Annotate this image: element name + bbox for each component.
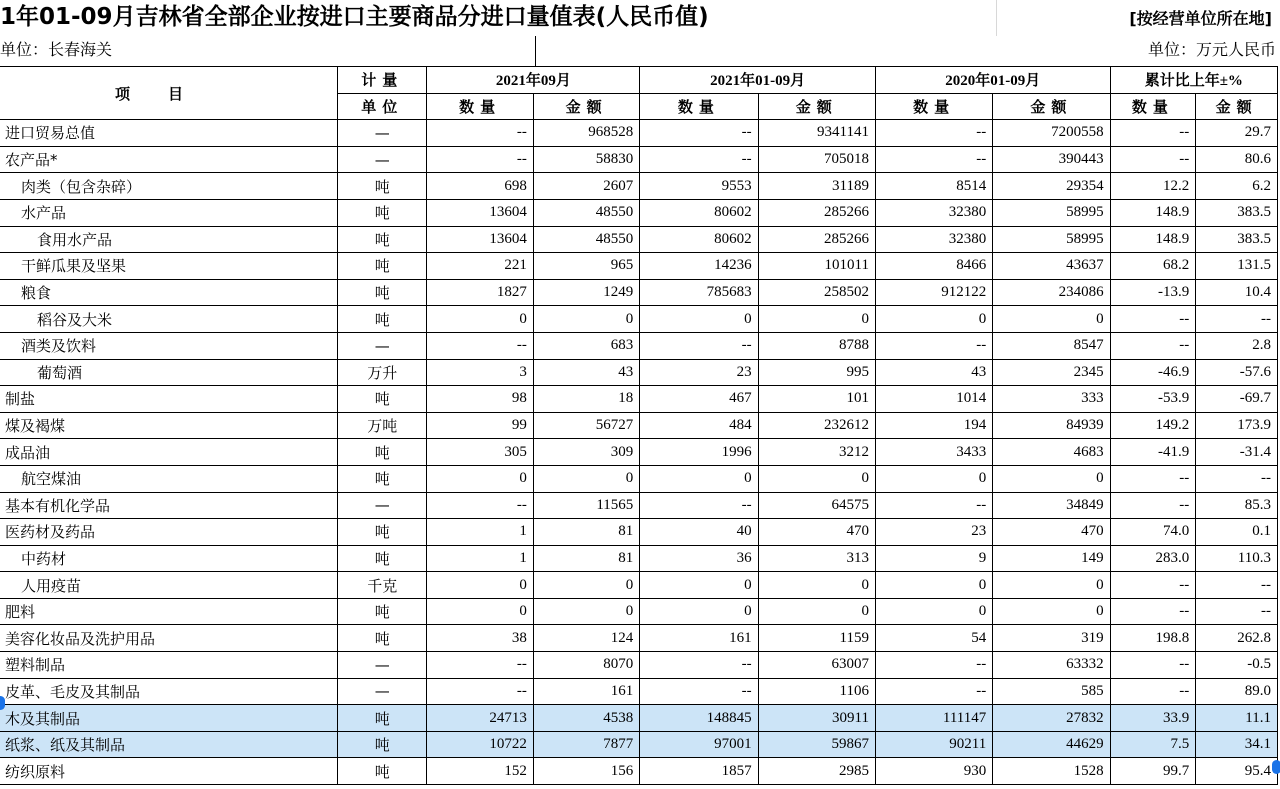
row-unit: 吨 — [337, 545, 427, 572]
row-value: 6.2 — [1196, 173, 1278, 200]
row-value: 3 — [427, 359, 533, 386]
table-title: 1年01-09月吉林省全部企业按进口主要商品分进口量值表(人民币值) — [0, 4, 709, 30]
row-name: 木及其制品 — [0, 705, 337, 732]
row-value: -- — [1110, 678, 1196, 705]
table-row[interactable] — [0, 332, 1278, 359]
header-amt: 金额 — [993, 93, 1110, 120]
table-row[interactable] — [0, 652, 1278, 679]
row-value: -- — [427, 120, 533, 147]
header-qty: 数量 — [1110, 93, 1196, 120]
row-value: 8547 — [993, 332, 1110, 359]
row-value: 0 — [875, 572, 992, 599]
row-value: 912122 — [875, 279, 992, 306]
table-row[interactable] — [0, 545, 1278, 572]
row-value: 80602 — [640, 199, 758, 226]
row-value: 90211 — [875, 731, 992, 758]
table-row[interactable] — [0, 492, 1278, 519]
row-value: 285266 — [758, 199, 875, 226]
table-row[interactable] — [0, 758, 1278, 785]
table-row[interactable] — [0, 412, 1278, 439]
row-value: 7.5 — [1110, 731, 1196, 758]
row-value: 0 — [427, 465, 533, 492]
row-value: -- — [875, 678, 992, 705]
row-name: 肉类（包含杂碎） — [0, 173, 337, 200]
selection-start-handle[interactable] — [0, 696, 5, 710]
row-value: 705018 — [758, 146, 875, 173]
row-value: -31.4 — [1196, 439, 1278, 466]
row-name: 纸浆、纸及其制品 — [0, 731, 337, 758]
row-value: 30911 — [758, 705, 875, 732]
title-note: [按经营单位所在地] — [996, 0, 1280, 36]
row-value: 4683 — [993, 439, 1110, 466]
row-value: 95.4 — [1196, 758, 1278, 785]
row-value: 9553 — [640, 173, 758, 200]
row-value: -- — [1110, 598, 1196, 625]
row-value: 0 — [758, 572, 875, 599]
row-name: 塑料制品 — [0, 652, 337, 679]
header-qty: 数量 — [427, 93, 533, 120]
row-value: 1 — [427, 545, 533, 572]
row-value: 58830 — [533, 146, 639, 173]
row-value: 995 — [758, 359, 875, 386]
row-value: 89.0 — [1196, 678, 1278, 705]
row-value: 110.3 — [1196, 545, 1278, 572]
table-row[interactable] — [0, 253, 1278, 280]
row-name: 食用水产品 — [0, 226, 337, 253]
row-unit: 吨 — [337, 306, 427, 333]
row-value: 785683 — [640, 279, 758, 306]
row-value: -57.6 — [1196, 359, 1278, 386]
row-value: -46.9 — [1110, 359, 1196, 386]
row-value: -- — [1110, 492, 1196, 519]
row-unit: — — [337, 678, 427, 705]
row-value: -- — [427, 492, 533, 519]
row-value: 0 — [640, 598, 758, 625]
row-value: 48550 — [533, 199, 639, 226]
row-value: -- — [1110, 306, 1196, 333]
row-value: 24713 — [427, 705, 533, 732]
row-value: 97001 — [640, 731, 758, 758]
row-value: 258502 — [758, 279, 875, 306]
row-name: 医药材及药品 — [0, 519, 337, 546]
row-value: 333 — [993, 386, 1110, 413]
row-value: 4538 — [533, 705, 639, 732]
row-value: -- — [1196, 306, 1278, 333]
row-value: 156 — [533, 758, 639, 785]
row-value: -- — [1110, 332, 1196, 359]
row-name: 基本有机化学品 — [0, 492, 337, 519]
row-value: 0 — [993, 465, 1110, 492]
table-row[interactable] — [0, 519, 1278, 546]
row-value: -- — [640, 120, 758, 147]
row-unit: — — [337, 492, 427, 519]
row-value: 99.7 — [1110, 758, 1196, 785]
row-value: 968528 — [533, 120, 639, 147]
row-value: 10722 — [427, 731, 533, 758]
row-value: 12.2 — [1110, 173, 1196, 200]
row-value: 0 — [533, 598, 639, 625]
row-value: 54 — [875, 625, 992, 652]
table-row[interactable] — [0, 386, 1278, 413]
header-period-3: 2020年01-09月 — [875, 67, 1110, 94]
row-name: 葡萄酒 — [0, 359, 337, 386]
row-value: 9 — [875, 545, 992, 572]
row-value: 2.8 — [1196, 332, 1278, 359]
row-unit: 万吨 — [337, 412, 427, 439]
row-value: -- — [875, 332, 992, 359]
row-value: 34.1 — [1196, 731, 1278, 758]
row-value: -- — [1110, 572, 1196, 599]
row-unit: 吨 — [337, 439, 427, 466]
row-value: 0.1 — [1196, 519, 1278, 546]
row-value: 48550 — [533, 226, 639, 253]
table-row[interactable] — [0, 705, 1278, 732]
row-value: 7877 — [533, 731, 639, 758]
row-value: 8070 — [533, 652, 639, 679]
row-value: 2607 — [533, 173, 639, 200]
row-value: 0 — [758, 598, 875, 625]
row-value: 149.2 — [1110, 412, 1196, 439]
row-value: 0 — [427, 598, 533, 625]
header-qty: 数量 — [640, 93, 758, 120]
row-value: 161 — [533, 678, 639, 705]
row-value: 34849 — [993, 492, 1110, 519]
row-value: 383.5 — [1196, 199, 1278, 226]
row-value: 194 — [875, 412, 992, 439]
table-row[interactable] — [0, 465, 1278, 492]
row-value: -- — [1196, 465, 1278, 492]
row-value: -- — [640, 146, 758, 173]
header-qty: 数量 — [875, 93, 992, 120]
unit-row — [0, 36, 1280, 66]
row-name: 粮食 — [0, 279, 337, 306]
header-measure: 计量 — [337, 67, 427, 94]
row-value: -- — [427, 652, 533, 679]
row-value: 0 — [427, 572, 533, 599]
row-value: 101 — [758, 386, 875, 413]
row-name: 中药材 — [0, 545, 337, 572]
row-value: 84939 — [993, 412, 1110, 439]
table-row[interactable] — [0, 439, 1278, 466]
row-value: 27832 — [993, 705, 1110, 732]
row-name: 干鲜瓜果及坚果 — [0, 253, 337, 280]
row-name: 成品油 — [0, 439, 337, 466]
row-value: 40 — [640, 519, 758, 546]
import-table — [0, 66, 1278, 785]
row-name: 酒类及饮料 — [0, 332, 337, 359]
row-value: 285266 — [758, 226, 875, 253]
row-value: 63007 — [758, 652, 875, 679]
row-unit: 吨 — [337, 731, 427, 758]
row-value: -- — [875, 146, 992, 173]
row-value: 3433 — [875, 439, 992, 466]
row-value: 2985 — [758, 758, 875, 785]
row-value: 13604 — [427, 199, 533, 226]
row-value: -- — [1110, 146, 1196, 173]
row-value: 11565 — [533, 492, 639, 519]
table-row[interactable] — [0, 731, 1278, 758]
row-value: 1106 — [758, 678, 875, 705]
table-row[interactable] — [0, 572, 1278, 599]
table-row[interactable] — [0, 625, 1278, 652]
row-value: 0 — [993, 572, 1110, 599]
row-value: 32380 — [875, 199, 992, 226]
row-value: 262.8 — [1196, 625, 1278, 652]
row-value: -- — [640, 652, 758, 679]
table-row[interactable] — [0, 678, 1278, 705]
row-name: 煤及褐煤 — [0, 412, 337, 439]
table-row[interactable] — [0, 146, 1278, 173]
row-unit: — — [337, 120, 427, 147]
row-value: 85.3 — [1196, 492, 1278, 519]
row-value: -- — [640, 332, 758, 359]
row-value: 74.0 — [1110, 519, 1196, 546]
row-value: 149 — [993, 545, 1110, 572]
row-unit: 吨 — [337, 625, 427, 652]
row-value: 31189 — [758, 173, 875, 200]
row-value: 0 — [533, 465, 639, 492]
row-value: 313 — [758, 545, 875, 572]
row-value: 0 — [875, 306, 992, 333]
row-value: -- — [1110, 120, 1196, 147]
row-value: 23 — [875, 519, 992, 546]
row-value: 161 — [640, 625, 758, 652]
row-value: 81 — [533, 519, 639, 546]
row-value: 683 — [533, 332, 639, 359]
header-item: 项目 — [0, 67, 337, 120]
row-value: 18 — [533, 386, 639, 413]
row-value: 32380 — [875, 226, 992, 253]
row-value: 221 — [427, 253, 533, 280]
row-value: 383.5 — [1196, 226, 1278, 253]
row-value: 101011 — [758, 253, 875, 280]
row-name: 进口贸易总值 — [0, 120, 337, 147]
row-value: 3212 — [758, 439, 875, 466]
row-value: 64575 — [758, 492, 875, 519]
row-value: -- — [1196, 598, 1278, 625]
row-name: 稻谷及大米 — [0, 306, 337, 333]
row-value: 173.9 — [1196, 412, 1278, 439]
row-value: 470 — [758, 519, 875, 546]
row-value: 43 — [875, 359, 992, 386]
row-value: 2345 — [993, 359, 1110, 386]
row-value: 152 — [427, 758, 533, 785]
row-value: 44629 — [993, 731, 1110, 758]
row-value: -- — [427, 146, 533, 173]
row-unit: 吨 — [337, 758, 427, 785]
row-value: 8514 — [875, 173, 992, 200]
row-value: 8788 — [758, 332, 875, 359]
row-value: 99 — [427, 412, 533, 439]
row-value: 11.1 — [1196, 705, 1278, 732]
row-value: 33.9 — [1110, 705, 1196, 732]
row-value: 10.4 — [1196, 279, 1278, 306]
row-value: 68.2 — [1110, 253, 1196, 280]
row-value: 0 — [993, 306, 1110, 333]
table-row[interactable] — [0, 279, 1278, 306]
row-value: 390443 — [993, 146, 1110, 173]
row-value: 58995 — [993, 199, 1110, 226]
row-value: 98 — [427, 386, 533, 413]
currency-unit: 单位：万元人民币 — [1147, 40, 1276, 59]
row-value: 0 — [640, 572, 758, 599]
row-name: 农产品* — [0, 146, 337, 173]
row-value: 585 — [993, 678, 1110, 705]
row-unit: — — [337, 146, 427, 173]
row-value: 58995 — [993, 226, 1110, 253]
row-value: 0 — [758, 465, 875, 492]
table-row[interactable] — [0, 226, 1278, 253]
row-value: -- — [1196, 572, 1278, 599]
row-value: 470 — [993, 519, 1110, 546]
header-unit: 单位 — [337, 93, 427, 120]
table-row[interactable] — [0, 598, 1278, 625]
row-value: 7200558 — [993, 120, 1110, 147]
table-row[interactable] — [0, 173, 1278, 200]
row-value: 38 — [427, 625, 533, 652]
row-value: -- — [427, 678, 533, 705]
row-value: 43637 — [993, 253, 1110, 280]
row-value: 1249 — [533, 279, 639, 306]
row-unit: 吨 — [337, 226, 427, 253]
table-row[interactable] — [0, 120, 1278, 147]
row-value: 13604 — [427, 226, 533, 253]
row-value: 0 — [640, 465, 758, 492]
row-value: -- — [427, 332, 533, 359]
row-unit: 千克 — [337, 572, 427, 599]
row-unit: 吨 — [337, 279, 427, 306]
row-unit: 吨 — [337, 173, 427, 200]
header-amt: 金额 — [758, 93, 875, 120]
row-name: 美容化妆品及洗护用品 — [0, 625, 337, 652]
header-row-top — [0, 67, 1278, 94]
row-value: -- — [875, 652, 992, 679]
row-name: 制盐 — [0, 386, 337, 413]
row-value: 80.6 — [1196, 146, 1278, 173]
row-value: 124 — [533, 625, 639, 652]
row-value: -41.9 — [1110, 439, 1196, 466]
header-period-4: 累计比上年±% — [1110, 67, 1277, 94]
row-value: 148.9 — [1110, 226, 1196, 253]
row-value: 111147 — [875, 705, 992, 732]
row-name: 纺织原料 — [0, 758, 337, 785]
row-value: 1159 — [758, 625, 875, 652]
row-value: 63332 — [993, 652, 1110, 679]
row-value: 1014 — [875, 386, 992, 413]
row-unit: 吨 — [337, 598, 427, 625]
row-value: 0 — [533, 572, 639, 599]
row-value: 309 — [533, 439, 639, 466]
row-unit: 吨 — [337, 465, 427, 492]
row-unit: 吨 — [337, 253, 427, 280]
row-value: -- — [640, 492, 758, 519]
row-value: 198.8 — [1110, 625, 1196, 652]
row-value: -- — [1110, 652, 1196, 679]
row-value: 14236 — [640, 253, 758, 280]
row-value: 965 — [533, 253, 639, 280]
row-value: 0 — [993, 598, 1110, 625]
row-name: 航空煤油 — [0, 465, 337, 492]
row-value: 283.0 — [1110, 545, 1196, 572]
table-row[interactable] — [0, 306, 1278, 333]
row-value: 148.9 — [1110, 199, 1196, 226]
row-unit: 吨 — [337, 705, 427, 732]
header-amt: 金额 — [533, 93, 639, 120]
row-value: 0 — [875, 465, 992, 492]
row-value: 305 — [427, 439, 533, 466]
row-name: 肥料 — [0, 598, 337, 625]
customs-unit: 单位：长春海关 — [0, 36, 536, 66]
row-unit: — — [337, 652, 427, 679]
row-value: 29.7 — [1196, 120, 1278, 147]
row-value: 234086 — [993, 279, 1110, 306]
row-name: 水产品 — [0, 199, 337, 226]
selection-end-handle[interactable] — [1272, 760, 1280, 774]
row-value: 232612 — [758, 412, 875, 439]
header-period-2: 2021年01-09月 — [640, 67, 876, 94]
row-value: -- — [1110, 465, 1196, 492]
row-value: -13.9 — [1110, 279, 1196, 306]
table-row[interactable] — [0, 359, 1278, 386]
row-value: 930 — [875, 758, 992, 785]
row-name: 人用疫苗 — [0, 572, 337, 599]
row-value: 0 — [640, 306, 758, 333]
row-value: 29354 — [993, 173, 1110, 200]
row-value: 1996 — [640, 439, 758, 466]
row-value: -- — [875, 120, 992, 147]
row-value: 43 — [533, 359, 639, 386]
row-value: 467 — [640, 386, 758, 413]
row-value: 36 — [640, 545, 758, 572]
row-value: 56727 — [533, 412, 639, 439]
row-value: 0 — [533, 306, 639, 333]
row-value: 131.5 — [1196, 253, 1278, 280]
table-row[interactable] — [0, 199, 1278, 226]
row-value: -53.9 — [1110, 386, 1196, 413]
row-value: 1857 — [640, 758, 758, 785]
row-unit: — — [337, 332, 427, 359]
row-unit: 吨 — [337, 519, 427, 546]
row-value: 698 — [427, 173, 533, 200]
row-value: 1 — [427, 519, 533, 546]
row-value: 81 — [533, 545, 639, 572]
row-value: -0.5 — [1196, 652, 1278, 679]
row-value: -69.7 — [1196, 386, 1278, 413]
row-value: 484 — [640, 412, 758, 439]
row-unit: 吨 — [337, 199, 427, 226]
row-value: 0 — [427, 306, 533, 333]
row-value: 0 — [875, 598, 992, 625]
row-value: 1528 — [993, 758, 1110, 785]
row-unit: 吨 — [337, 386, 427, 413]
row-value: 23 — [640, 359, 758, 386]
row-name: 皮革、毛皮及其制品 — [0, 678, 337, 705]
row-value: 80602 — [640, 226, 758, 253]
header-amt: 金额 — [1196, 93, 1278, 120]
row-value: 59867 — [758, 731, 875, 758]
row-value: 0 — [758, 306, 875, 333]
row-unit: 万升 — [337, 359, 427, 386]
row-value: 1827 — [427, 279, 533, 306]
row-value: 9341141 — [758, 120, 875, 147]
header-period-1: 2021年09月 — [427, 67, 640, 94]
row-value: 319 — [993, 625, 1110, 652]
row-value: -- — [875, 492, 992, 519]
row-value: 8466 — [875, 253, 992, 280]
row-value: 148845 — [640, 705, 758, 732]
row-value: -- — [640, 678, 758, 705]
